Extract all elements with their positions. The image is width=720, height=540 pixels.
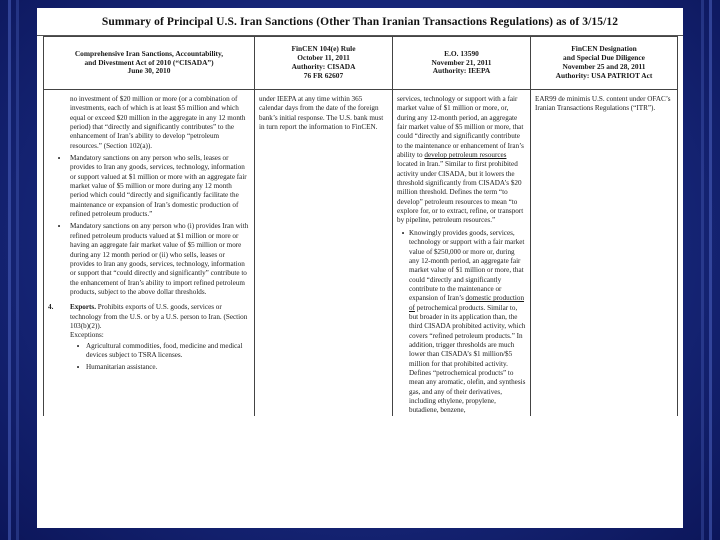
section-exports: 4. Exports. Prohibits exports of U.S. goods, services or technology from the U.S. or by a U.S. person to Iran. (Section 103(b)(2)). — [48, 303, 248, 330]
exceptions-label: Exceptions: — [70, 331, 104, 340]
slide-stripe — [709, 0, 712, 540]
bullet-icon: • — [76, 341, 80, 351]
slide-stripe — [701, 0, 704, 540]
sanctions-table — [43, 36, 678, 416]
column-header-fincen-rule: FinCEN 104(e) Rule October 11, 2011 Authority: CISADA 76 FR 62607 — [255, 37, 393, 90]
bullet-icon: • — [57, 222, 61, 232]
cell-eo-13590 — [393, 90, 531, 416]
cell-fincen-rule — [255, 90, 393, 416]
cell-fincen-designation — [531, 90, 678, 416]
fincen-designation-text: EAR99 de minimis U.S. content under OFAC’s Iranian Transactions Regulations (“ITR”). — [535, 95, 671, 113]
section-label: Exports. — [70, 303, 96, 312]
slide-stripe — [16, 0, 19, 540]
fincen-rule-text: under IEEPA at any time within 365 calendar days from the date of the foreign bank’s initial response. The U.S. bank must in turn report the information to FinCEN. — [259, 95, 384, 132]
list-item: • Humanitarian assistance. — [48, 363, 250, 372]
header-row — [44, 37, 678, 90]
list-item: • Mandatory sanctions on any person who sells, leases or provides to Iran any goods, services, technology, information or support valued at $1 million or more with an aggregate fair market value of $5 million or more during any 12 month period which could “directly and significantly facilitate the maintenance or expansion of Iran’s domestic production of refined petroleum products.” — [48, 154, 250, 219]
cell-cisada — [44, 90, 255, 416]
document-slide — [37, 8, 683, 528]
list-item: • Mandatory sanctions on any person who (i) provides Iran with refined petroleum products valued at $1 million or more or having an aggregate fair market value of $5 million or more during any 12 month period or (ii) who sells, leases or provides to Iran any goods, services, technology, information or support that “could directly and significantly” contribute to the enhancement of Iran’s ability to import refined petroleum products, subject to the above dollar thresholds. — [48, 222, 250, 297]
eo-paragraph: services, technology or support with a fair market value of $1 million or more, or, during any 12-month period, an aggregate fair market value of $5 million or more, that could “directly and significantly contribute to the maintenance or enhancement of Iran’s ability to develop petroleum resources located in Iran.” Similar to first prohibited activity under CISADA, but it lowers the threshold significantly from CISADA’s $20 million threshold. Defines the term “to develop” petroleum resources to mean “to explore for, or to extract, refine, or transport by pipeline, petroleum resources.” — [397, 95, 524, 225]
column-header-eo-13590: E.O. 13590 November 21, 2011 Authority: IEEPA — [393, 37, 531, 90]
column-header-fincen-designation: FinCEN Designation and Special Due Diligence November 25 and 28, 2011 Authority: USA PATRIOT Act — [531, 37, 678, 90]
table-row — [44, 90, 678, 416]
bullet-icon: • — [76, 363, 80, 373]
list-item: • Knowingly provides goods, services, technology or support with a fair market value of $250,000 or more or, during any 12-month period, an aggregate fair market value of $1 million or more, that could “directly and significantly contribute to the maintenance or expansion of Iran’s domestic production of petrochemical products. Similar to, but broader in its application than, the third CISADA prohibited activity, which covers “refined petroleum products.” In addition, trigger thresholds are much lower than CISADA’s $1 million/$5 million for that prohibited activity. Defines “petrochemical products” to mean any aromatic, olefin, and synthesis gas, and any of their derivatives, including ethylene, propylene, butadiene, benzene, — [397, 229, 526, 416]
slide-stripe — [8, 0, 11, 540]
section-number: 4. — [48, 303, 54, 312]
intro-text: no investment of $20 million or more (or a combination of investments, each of which is at least $5 million and which equal or exceed $20 million in the aggregate in any 12 month period) that “directly and significantly contributes” to the enhancement of Iran’s ability to develop “petroleum resources.” (Section 102(a)). — [70, 95, 246, 150]
bullet-icon: • — [401, 228, 405, 238]
document-title: Summary of Principal U.S. Iran Sanctions (Other Than Iranian Transactions Regulations) as of 3/15/12 — [37, 8, 683, 36]
list-item: • Agricultural commodities, food, medicine and medical devices subject to TSRA licenses. — [48, 342, 250, 361]
column-header-cisada: Comprehensive Iran Sanctions, Accountability, and Divestment Act of 2010 (“CISADA”) June 30, 2010 — [44, 37, 255, 90]
bullet-icon: • — [57, 154, 61, 164]
